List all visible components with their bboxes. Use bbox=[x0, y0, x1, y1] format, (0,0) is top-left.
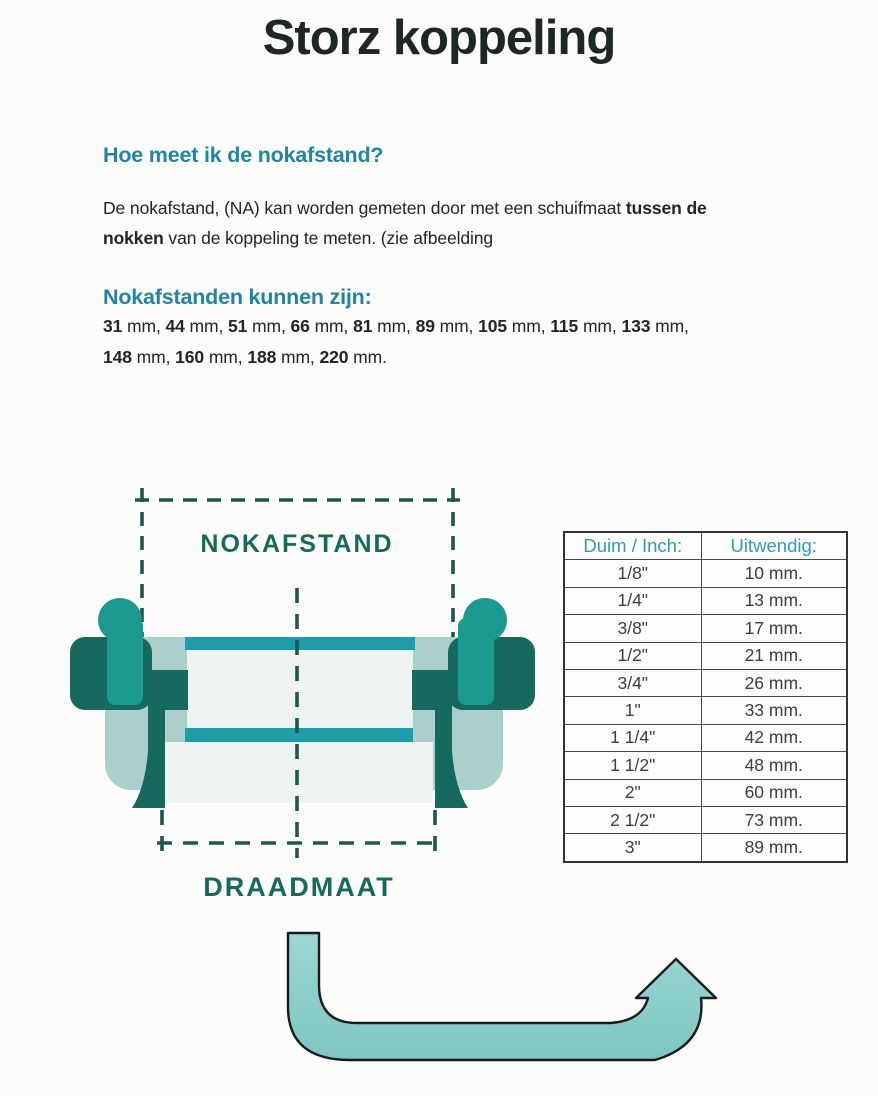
nokafstand-label: NOKAFSTAND bbox=[200, 530, 394, 558]
table-row bbox=[564, 642, 847, 669]
pale-sleeve-upper bbox=[187, 650, 413, 728]
mm-cell: 33 mm. bbox=[701, 697, 847, 724]
inch-cell: 1/8" bbox=[564, 560, 701, 587]
nokafstand-sizes-list bbox=[103, 311, 823, 372]
mm-cell: 89 mm. bbox=[701, 834, 847, 862]
curved-arrow-graphic bbox=[270, 925, 740, 1075]
inch-cell: 2 1/2" bbox=[564, 806, 701, 833]
page-title: Storz koppeling bbox=[262, 11, 616, 65]
cyan-band-top bbox=[185, 637, 415, 650]
inch-cell: 3/8" bbox=[564, 615, 701, 642]
mm-cell: 26 mm. bbox=[701, 669, 847, 696]
col-header-inch: Duim / Inch: bbox=[564, 532, 701, 560]
sizes-line: 148 mm, 160 mm, 188 mm, 220 mm. bbox=[103, 346, 387, 367]
left-lug-stem bbox=[107, 618, 143, 705]
inch-cell: 1 1/2" bbox=[564, 752, 701, 779]
inch-cell: 1 1/4" bbox=[564, 724, 701, 751]
mm-cell: 60 mm. bbox=[701, 779, 847, 806]
table-row bbox=[564, 587, 847, 614]
table-row bbox=[564, 779, 847, 806]
table-row bbox=[564, 615, 847, 642]
right-lug-stem bbox=[458, 618, 494, 705]
inch-cell: 3/4" bbox=[564, 669, 701, 696]
section-heading-sizes: Nokafstanden kunnen zijn: bbox=[103, 285, 372, 309]
inch-cell: 1" bbox=[564, 697, 701, 724]
pale-sleeve-lower bbox=[165, 742, 433, 803]
mm-cell: 13 mm. bbox=[701, 587, 847, 614]
table-row bbox=[564, 697, 847, 724]
table-row bbox=[564, 724, 847, 751]
mm-cell: 42 mm. bbox=[701, 724, 847, 751]
inch-cell: 1/2" bbox=[564, 642, 701, 669]
intro-paragraph: De nokafstand, (NA) kan worden gemeten door met een schuifmaat tussen de nokken van de koppeling te meten. (zie afbeelding bbox=[103, 197, 707, 248]
table-row bbox=[564, 806, 847, 833]
inch-to-mm-table bbox=[563, 531, 848, 863]
table-row bbox=[564, 752, 847, 779]
coupling-diagram bbox=[55, 468, 555, 908]
mm-cell: 73 mm. bbox=[701, 806, 847, 833]
inch-cell: 3" bbox=[564, 834, 701, 862]
cyan-band-mid bbox=[185, 728, 413, 742]
inch-cell: 2" bbox=[564, 779, 701, 806]
mm-cell: 10 mm. bbox=[701, 560, 847, 587]
mm-cell: 48 mm. bbox=[701, 752, 847, 779]
mm-cell: 21 mm. bbox=[701, 642, 847, 669]
table-row bbox=[564, 560, 847, 587]
table-row bbox=[564, 669, 847, 696]
section-heading-how-to-measure: Hoe meet ik de nokafstand? bbox=[103, 143, 384, 167]
col-header-mm: Uitwendig: bbox=[701, 532, 847, 560]
table-row bbox=[564, 834, 847, 862]
mm-cell: 17 mm. bbox=[701, 615, 847, 642]
sizes-line: 31 mm, 44 mm, 51 mm, 66 mm, 81 mm, 89 mm, 105 mm, 115 mm, 133 mm, bbox=[103, 316, 689, 336]
up-arrow-shape bbox=[288, 933, 716, 1060]
draadmaat-label: DRAADMAAT bbox=[203, 872, 395, 902]
inch-cell: 1/4" bbox=[564, 587, 701, 614]
table-header-row bbox=[564, 532, 847, 560]
